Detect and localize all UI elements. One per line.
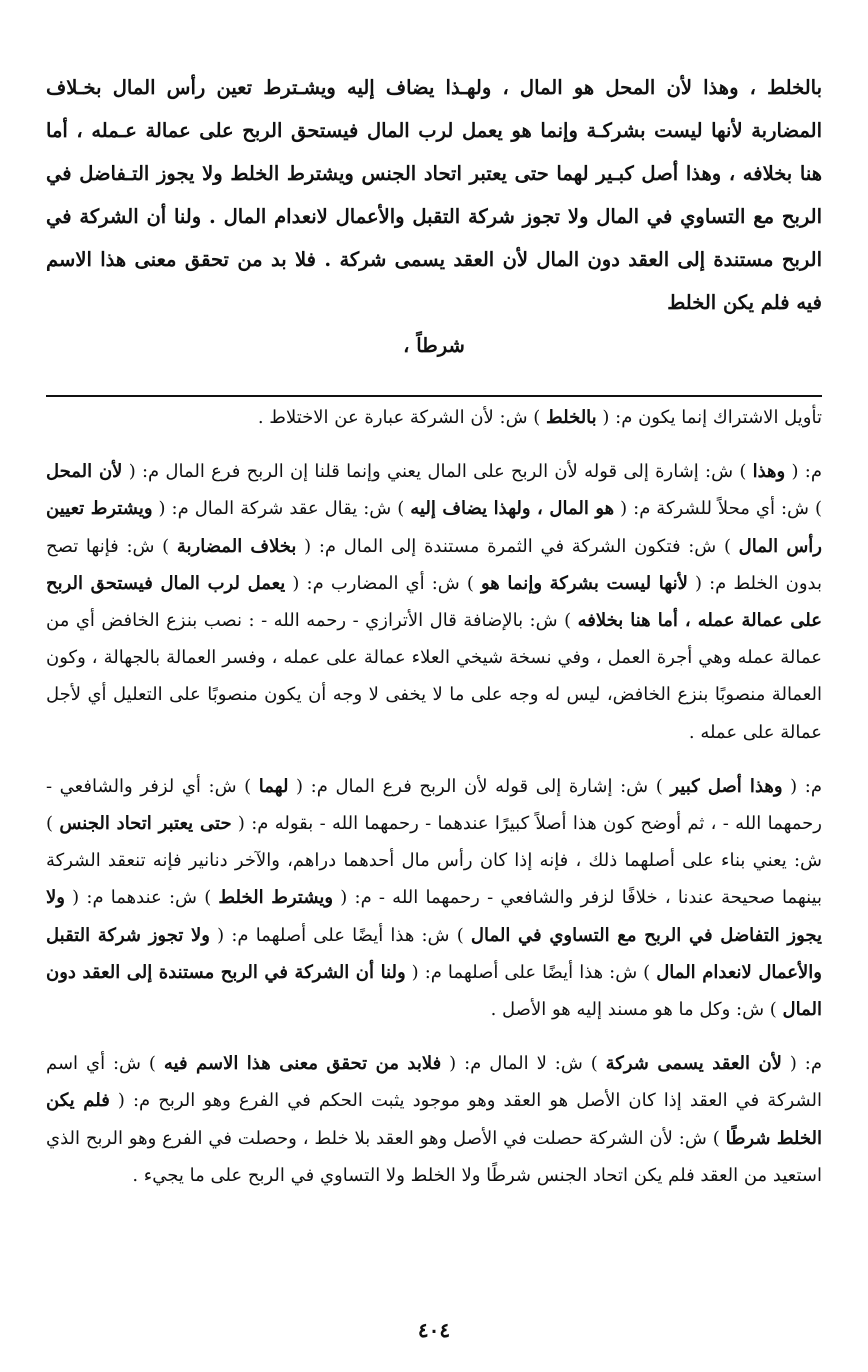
commentary-text: م: ( (781, 1053, 822, 1075)
commentary-text: م: ( (782, 775, 823, 797)
commentary-text: ) ش: أي لزفر والشافعي - رحمهما الله - ، ثم أوضح كون هذا أصلاً كبيرًا عندهما - رحمهما الله - بقوله م: ( (46, 775, 823, 835)
quoted-matn-text: ويشترط تعيين رأس المال (46, 498, 822, 557)
commentary-text: ) ش: يقال عقد شركة المال م: ( (152, 498, 411, 520)
commentary-text: تأويل الاشتراك إنما يكون م: ( (596, 407, 822, 428)
main-text-paragraph: بالخلط ، وهذا لأن المحل هو المال ، ولهـذا يضاف إليه ويشـترط تعين رأس المال بخـلاف المضاربة لأنها ليست بشركـة وإنما هو يعمل لرب المال فيستحق الربح على عمالة عـمله ، أما هنا بخلافه ، وهذا أصل كبـير لهما حتى يعتبر اتحاد الجنس ويشترط الخلط ولا يجوز التـفاضل في الربح مع التساوي في المال ولا تجوز شركة التقبل والأعمال لانعدام المال . ولنا أن الشركة في الربح مستندة إلى العقد دون المال لأن العقد يسمى شركة . فلا بد من تحقق معنى هذا الاسم فيه فلم يكن الخلط (46, 76, 822, 314)
commentary-text: م: ( (785, 461, 822, 483)
commentary-text: ) ش: لأن الشركة حصلت في الأصل وهو العقد بلا خلط ، وحصلت في الفرع وهو الربح الذي استعيد من العقد فلم يكن اتحاد الجنس شرطًا ولا الخلط ولا التساوي في الربح على ما يجيء . (46, 1127, 822, 1186)
commentary-text: ) ش: فإنها تصح بدون الخلط م: ( (46, 535, 822, 594)
commentary-text: ) ش: فتكون الشركة في الثمرة مستندة إلى المال م: ( (296, 535, 739, 557)
quoted-matn-text: وهذا (752, 461, 786, 483)
quoted-matn-text: لهما (258, 775, 289, 797)
quoted-matn-text: فلم يكن الخلط شرطًا (46, 1090, 822, 1149)
quoted-matn-text: لأنها ليست بشركة وإنما هو (480, 572, 688, 594)
commentary-text: ) ش: أي محلاً للشركة م: ( (614, 498, 822, 520)
quoted-matn-text: ويشترط الخلط (218, 887, 334, 909)
commentary-text: ) ش: يعني بناء على أصلهما ذلك ، فإنه إذا كان رأس مال أحدهما دراهم، والآخر دنانير فإنه تنعقد الشركة بينهما صحيحة عندنا ، خلافًا لزفر والشافعي - رحمهما الله - م: ( (46, 813, 823, 909)
quoted-matn-text: ولا يجوز التفاضل في الربح مع التساوي في المال (46, 887, 822, 946)
quoted-matn-text: ولنا أن الشركة في الربح مستندة إلى العقد دون المال (46, 961, 822, 1021)
divider-line (46, 395, 822, 397)
quoted-matn-text: لأن العقد يسمى شركة (605, 1053, 782, 1075)
quoted-matn-text: وهذا أصل كبير (670, 775, 783, 797)
quoted-matn-text: يعمل لرب المال فيستحق الربح على عمالة عمله ، أما هنا بخلافه (46, 572, 822, 632)
commentary-text: ) ش: هذا أيضًا على أصلهما م: ( (405, 961, 657, 983)
commentary-text: ) ش: وكل ما هو مسند إليه هو الأصل . (490, 999, 783, 1021)
commentary-text: ) ش: بالإضافة قال الأترازي - رحمه الله - : نصب بنزع الخافض أي من عمالة عمله وهي أجرة العمل ، وفي نسخة شيخي العلاء عمالة على عمله ، وفسر العمالة بالجهالة ، وكون العمالة منصوبًا بنزع الخافض، ليس له وجه على ما لا يخفى لا وجه أن يكون منصوبًا على التعليل أي لأجل عمالة على عمله . (46, 610, 822, 743)
page-content (46, 66, 822, 1194)
quoted-matn-text: لأن المحل (46, 461, 123, 483)
main-text-tail: شرطاً ، (403, 334, 465, 357)
quoted-matn-text: بالخلط (546, 407, 597, 428)
commentary-text: ) ش: إشارة إلى قوله لأن الربح فرع المال م: ( (288, 775, 671, 797)
commentary-paragraph (46, 1045, 822, 1194)
commentary-text: ) ش: أي المضارب م: ( (285, 572, 481, 594)
quoted-matn-text: بخلاف المضاربة (176, 535, 297, 557)
page-number: ٤٠٤ (417, 1318, 451, 1342)
commentary-text: ) ش: لأن الشركة عبارة عن الاختلاط . (257, 407, 547, 428)
commentary-paragraph (46, 453, 822, 751)
commentary-text: ) ش: أي اسم الشركة في العقد إذا كان الأصل هو العقد وهو موجود يثبت الحكم في الفرع وهو الربح م: ( (46, 1053, 822, 1112)
commentary-text: ) ش: لا المال م: ( (441, 1053, 606, 1075)
commentary-paragraph (46, 768, 822, 1028)
quoted-matn-text: هو المال ، ولهذا يضاف إليه (410, 498, 615, 520)
commentary-text: ) ش: عندهما م: ( (64, 887, 219, 909)
quoted-matn-text: حتى يعتبر اتحاد الجنس (59, 813, 232, 835)
commentary-text: ) ش: هذا أيضًا على أصلهما م: ( (210, 924, 471, 946)
commentary-text: ) ش: إشارة إلى قوله لأن الربح على المال يعني وإنما قلنا إن الربح فرع المال م: ( (122, 461, 753, 483)
quoted-matn-text: ولا تجوز شركة التقبل والأعمال لانعدام المال (46, 924, 822, 983)
quoted-matn-text: فلابد من تحقق معنى هذا الاسم فيه (163, 1053, 442, 1075)
commentary-paragraph (46, 399, 822, 436)
